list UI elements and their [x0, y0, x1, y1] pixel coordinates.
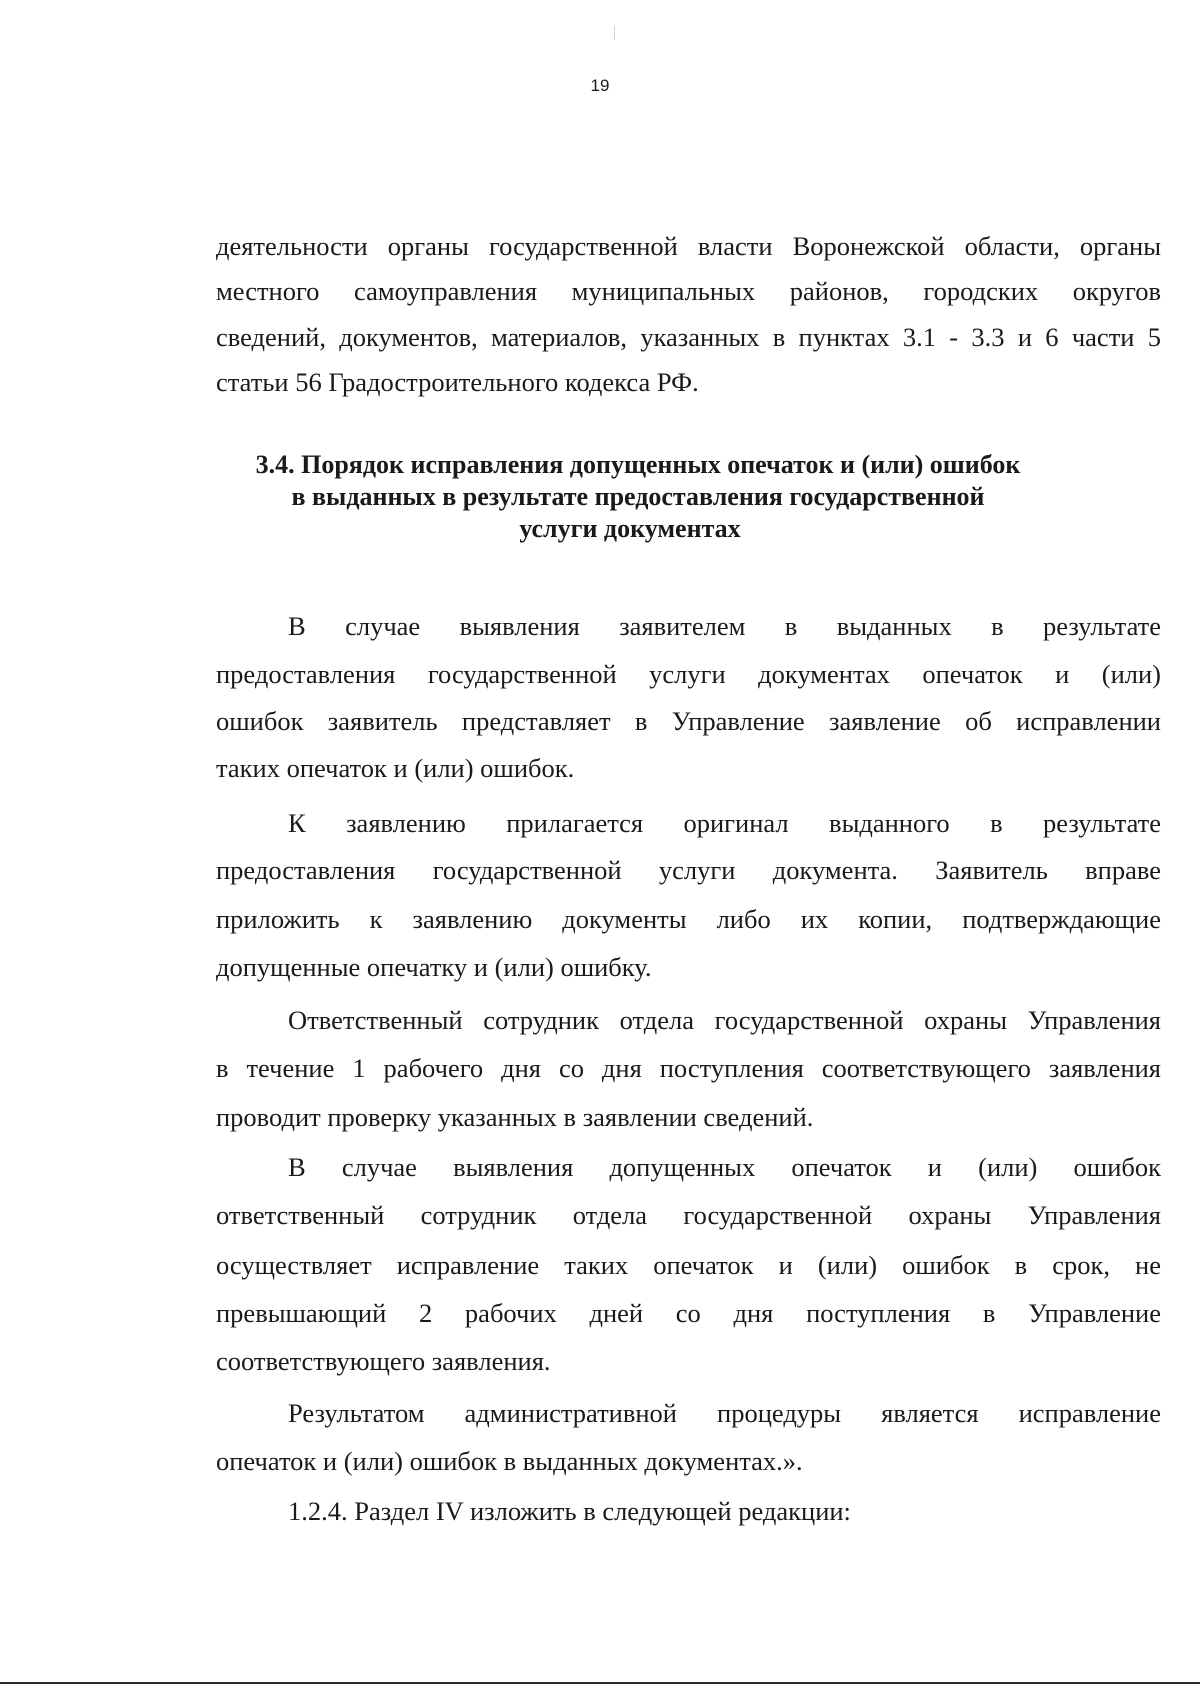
- paragraph-line: опечаток и (или) ошибок в выданных документах.».: [216, 1446, 803, 1476]
- intro-line: местного самоуправления муниципальных районов, городских округов: [216, 276, 1161, 306]
- paragraph-line: Результатом административной процедуры является исправление: [288, 1398, 1161, 1428]
- paragraph-line: Ответственный сотрудник отдела государственной охраны Управления: [288, 1005, 1161, 1035]
- paragraph-line: соответствующего заявления.: [216, 1346, 551, 1376]
- paragraph-line: ответственный сотрудник отдела государственной охраны Управления: [216, 1200, 1161, 1230]
- paragraph-line: 1.2.4. Раздел IV изложить в следующей редакции:: [288, 1496, 851, 1526]
- paragraph-line: ошибок заявитель представляет в Управление заявление об исправлении: [216, 706, 1161, 736]
- section-heading-line: услуги документах: [519, 514, 741, 543]
- page-number: 19: [590, 76, 610, 95]
- paragraph-line: приложить к заявлению документы либо их копии, подтверждающие: [216, 904, 1161, 934]
- paragraph-line: В случае выявления допущенных опечаток и (или) ошибок: [288, 1152, 1161, 1182]
- scan-artifact-mark: [614, 26, 615, 40]
- paragraph-line: предоставления государственной услуги документах опечаток и (или): [216, 659, 1161, 689]
- paragraph-line: предоставления государственной услуги документа. Заявитель вправе: [216, 855, 1161, 885]
- intro-line: сведений, документов, материалов, указанных в пунктах 3.1 - 3.3 и 6 части 5: [216, 322, 1161, 352]
- paragraph-line: проводит проверку указанных в заявлении сведений.: [216, 1102, 814, 1132]
- paragraph-line: допущенные опечатку и (или) ошибку.: [216, 952, 652, 982]
- scan-edge-line: [0, 1682, 1200, 1684]
- paragraph-line: К заявлению прилагается оригинал выданного в результате: [288, 808, 1161, 838]
- section-heading-line: 3.4. Порядок исправления допущенных опечаток и (или) ошибок: [255, 450, 1021, 479]
- section-heading-line: в выданных в результате предоставления государственной: [291, 482, 985, 511]
- paragraph-line: В случае выявления заявителем в выданных в результате: [288, 611, 1161, 641]
- paragraph-line: осуществляет исправление таких опечаток и (или) ошибок в срок, не: [216, 1250, 1161, 1280]
- paragraph-line: в течение 1 рабочего дня со дня поступления соответствующего заявления: [216, 1053, 1161, 1083]
- intro-line: статьи 56 Градостроительного кодекса РФ.: [216, 367, 699, 397]
- paragraph-line: таких опечаток и (или) ошибок.: [216, 753, 575, 783]
- intro-line: деятельности органы государственной власти Воронежской области, органы: [216, 231, 1161, 261]
- paragraph-line: превышающий 2 рабочих дней со дня поступления в Управление: [216, 1298, 1161, 1328]
